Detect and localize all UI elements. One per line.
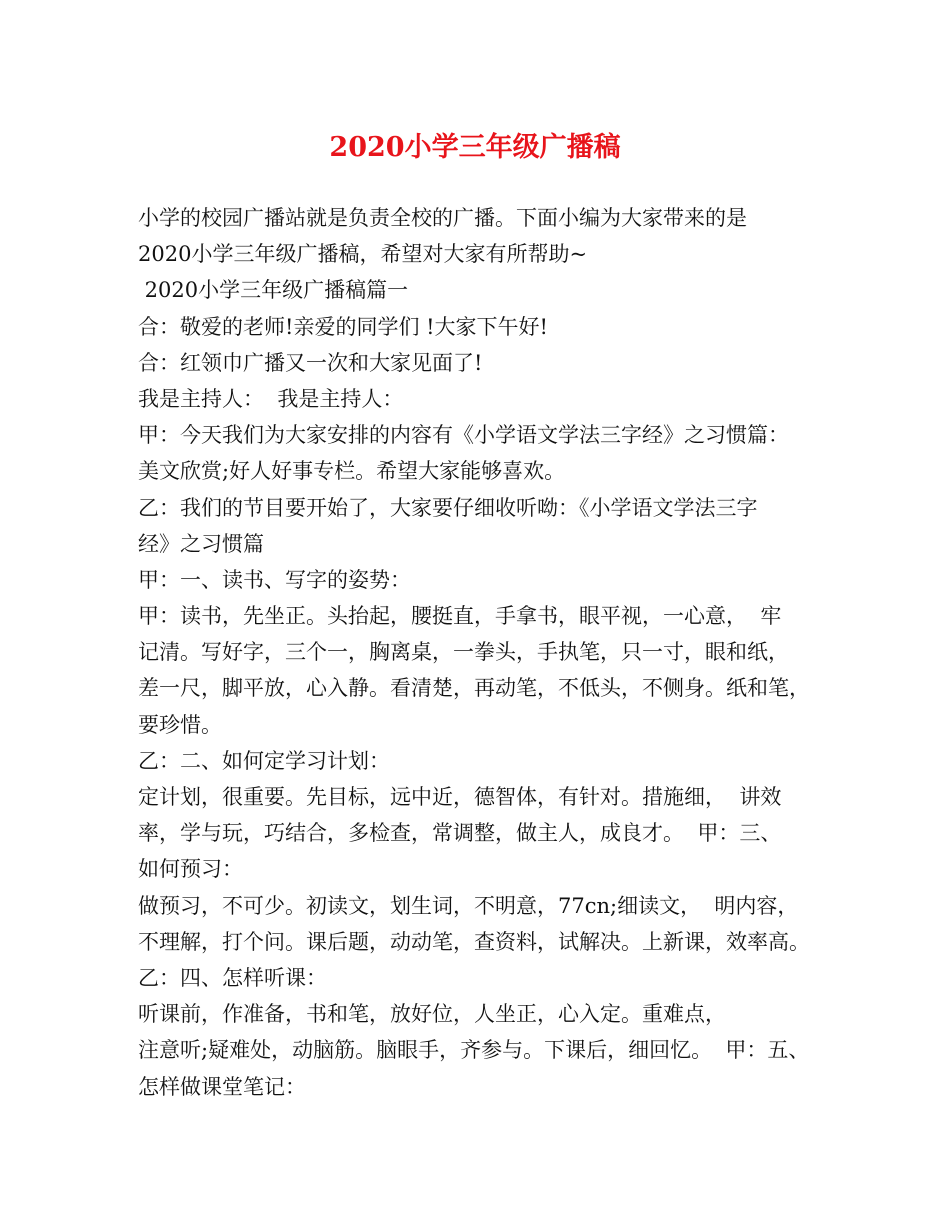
text-line: 经》之习惯篇 bbox=[138, 531, 264, 556]
section-heading: 2020小学三年级广播稿篇一 bbox=[138, 278, 409, 303]
text-line: 合：红领巾广播又一次和大家见面了! bbox=[138, 350, 483, 375]
text-line: 听课前，作准备，书和笔，放好位，人坐正，心入定。重难点， bbox=[138, 1002, 726, 1027]
text-line: 记清。写好字，三个一，胸离桌，一拳头，手执笔，只一寸，眼和纸， bbox=[138, 640, 789, 665]
text-line: 乙：二、如何定学习计划： bbox=[138, 748, 390, 773]
text-line: 注意听;疑难处，动脑筋。脑眼手，齐参与。下课后，细回忆。 甲：五、 bbox=[138, 1038, 810, 1063]
text-line: 怎样做课堂笔记： bbox=[138, 1074, 306, 1099]
text-line: 不理解，打个问。课后题，动动笔，查资料，试解决。上新课，效率高。 bbox=[138, 929, 810, 954]
text-line: 甲：读书，先坐正。头抬起，腰挺直，手拿书，眼平视，一心意， 牢 bbox=[138, 604, 782, 629]
text-line: 乙：四、怎样听课： bbox=[138, 965, 327, 990]
text-line: 定计划，很重要。先目标，远中近，德智体，有针对。措施细， 讲效 bbox=[138, 785, 782, 809]
text-line: 合：敬爱的老师!亲爱的同学们 !大家下午好! bbox=[138, 314, 548, 339]
text-line: 做预习，不可少。初读文，划生词，不明意，77cn;细读文， 明内容， bbox=[138, 893, 799, 918]
text-line: 差一尺，脚平放，心入静。看清楚，再动笔，不低头，不侧身。纸和笔， bbox=[138, 676, 810, 701]
document-title: 2020小学三年级广播稿 bbox=[329, 132, 621, 163]
text-line: 2020小学三年级广播稿，希望对大家有所帮助~ bbox=[138, 242, 588, 267]
text-line: 甲：一、读书、写字的姿势： bbox=[138, 567, 411, 592]
text-line: 小学的校园广播站就是负责全校的广播。下面小编为大家带来的是 bbox=[138, 206, 747, 230]
text-line: 如何预习： bbox=[138, 857, 243, 882]
text-line: 美文欣赏;好人好事专栏。希望大家能够喜欢。 bbox=[138, 459, 566, 484]
text-line: 乙：我们的节目要开始了，大家要仔细收听呦：《小学语文学法三字 bbox=[138, 495, 758, 520]
text-line: 甲：今天我们为大家安排的内容有《小学语文学法三字经》之习惯篇： bbox=[138, 423, 789, 448]
document-body bbox=[138, 200, 838, 1105]
text-line: 要珍惜。 bbox=[138, 712, 222, 737]
text-line: 率，学与玩，巧结合，多检查，常调整，做主人，成良才。 甲：三、 bbox=[138, 821, 782, 846]
text-line: 我是主持人： 我是主持人： bbox=[138, 386, 404, 411]
